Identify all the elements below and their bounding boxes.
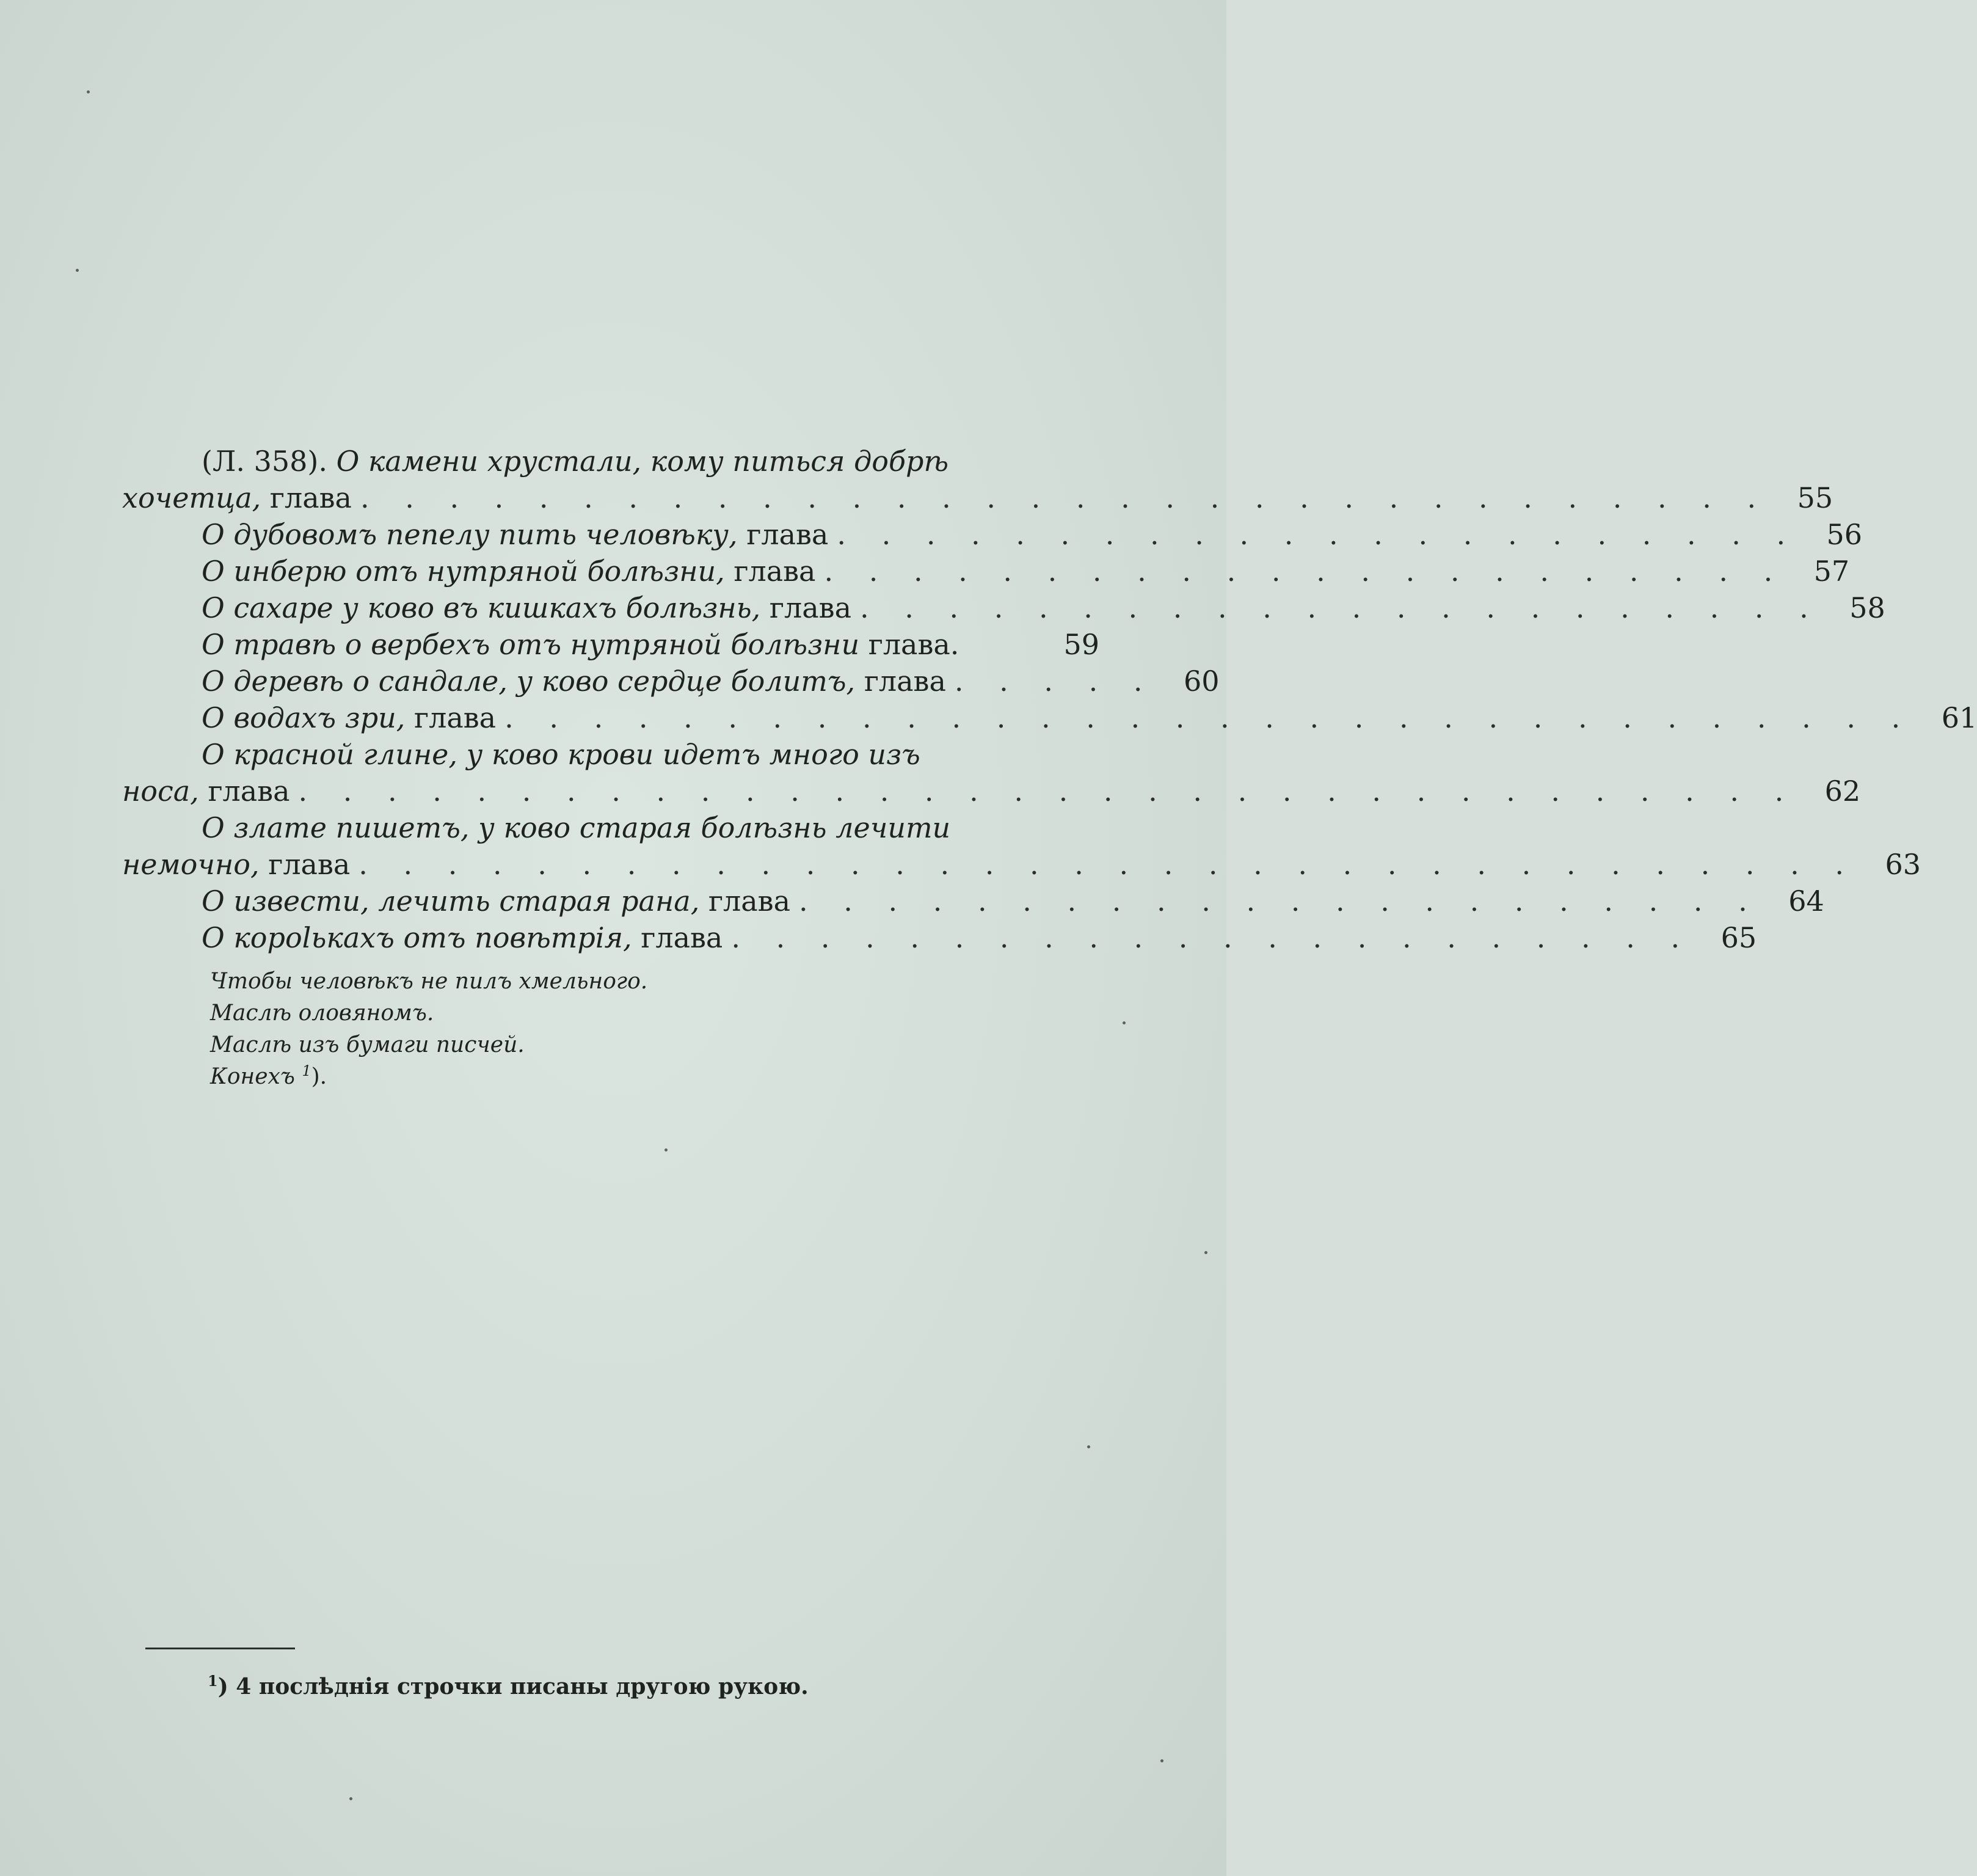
entry-title: О сахаре у ково въ кишкахъ болѣзнь,	[202, 591, 761, 624]
toc-entry-line	[122, 736, 1099, 773]
toc-entry-line	[122, 773, 1861, 809]
entry-chapter-label: глава	[641, 921, 723, 954]
toc-entry-line	[122, 626, 1099, 663]
entry-chapter-label: глава	[769, 591, 851, 624]
dot-leader: . . . . .	[954, 665, 1156, 698]
later-additions	[122, 966, 1099, 1093]
page-number: 63	[1885, 848, 1921, 881]
page-number: 57	[1813, 555, 1850, 588]
toc-entry-line	[122, 589, 1885, 626]
dot-leader: . . . . . . . . . . . . . . . . . . . . . . . . . . . . . . . .	[504, 701, 1914, 734]
paper-speck	[1160, 1759, 1163, 1762]
toc-entry-line	[122, 516, 1863, 553]
addition-text-end: ).	[311, 1064, 327, 1089]
toc-entry-line	[122, 553, 1850, 589]
paper-speck	[1123, 1021, 1126, 1024]
dot-leader: . . . . . . . . . . . . . . . . . . . . . .	[837, 518, 1799, 551]
entry-title: О инберю отъ нутряной болѣзни,	[202, 555, 725, 588]
addition-text: Конехъ	[210, 1064, 295, 1089]
paper-speck	[76, 269, 79, 272]
folio-reference: (Л. 358).	[202, 445, 327, 478]
toc-entry	[122, 809, 1921, 883]
page-number: 65	[1720, 921, 1757, 954]
footnote	[208, 1674, 809, 1699]
footnote-divider	[145, 1648, 295, 1649]
entry-title: немочно,	[122, 848, 260, 881]
paper-speck	[349, 1797, 352, 1800]
entry-chapter-label: глава	[268, 848, 351, 881]
toc-entry-line	[122, 699, 1977, 736]
addition-line: Маслѣ оловяномъ.	[210, 1001, 434, 1026]
entry-title: О корolькахъ отъ повѣтрія,	[202, 921, 632, 954]
toc-entry	[122, 589, 1885, 626]
page-number: 56	[1826, 518, 1863, 551]
footnote-marker: 1	[302, 1062, 311, 1079]
toc-entry	[122, 443, 1833, 516]
entry-title: О дубовомъ пепелу пить человѣку,	[202, 518, 738, 551]
entry-title: носа,	[122, 775, 199, 808]
paper-speck	[1087, 1445, 1090, 1448]
toc-entry	[122, 736, 1861, 809]
footnote-text: ) 4 послѣднія строчки писаны другою рукою.	[217, 1674, 809, 1699]
addition-line	[122, 1061, 1099, 1093]
toc-entry-line	[122, 919, 1757, 956]
toc-entry	[122, 516, 1863, 553]
entry-title: хочетца,	[122, 481, 261, 514]
entry-chapter-label: глава	[414, 701, 497, 734]
toc-entry	[122, 883, 1824, 919]
entry-chapter-label: глава.	[868, 628, 959, 661]
dot-leader: . . . . . . . . . . . . . . . . . . . . . . . . . . . . . . . . . .	[298, 775, 1797, 808]
toc-entry	[122, 626, 1099, 663]
entry-title: О травѣ о вербехъ отъ нутряной болѣзни	[202, 628, 860, 661]
page-number: 60	[1183, 665, 1220, 698]
entry-chapter-label: глава	[269, 481, 352, 514]
entry-title: О деревѣ о сандале, у ково сердце болитъ,	[202, 665, 856, 698]
paper-speck	[1204, 1251, 1207, 1254]
toc-entry-line	[122, 663, 1220, 699]
entry-chapter-label: глава	[708, 885, 791, 918]
addition-line: Чтобы человѣкъ не пилъ хмельного.	[210, 969, 648, 994]
entry-chapter-label: глава	[746, 518, 829, 551]
toc-entry-line	[122, 443, 1099, 480]
entry-title: О злате пишетъ, у ково старая болѣзнь лечити	[202, 811, 951, 844]
addition-line: Маслѣ изъ бумаги писчей.	[210, 1032, 525, 1057]
entry-title: О извести, лечить старая рана,	[202, 885, 700, 918]
paper-speck	[664, 1148, 668, 1152]
page-number: 58	[1849, 591, 1885, 624]
entry-chapter-label: глава	[864, 665, 946, 698]
page-number: 55	[1797, 481, 1833, 514]
entry-chapter-label: глава	[208, 775, 290, 808]
toc-entry	[122, 919, 1757, 956]
toc-entry	[122, 553, 1850, 589]
entry-title: О красной глине, у ково крови идетъ много изъ	[202, 738, 920, 771]
dot-leader: . . . . . . . . . . . . . . . . . . . . . . . . . . . . . . . . . .	[359, 848, 1857, 881]
toc-entry-line	[122, 480, 1833, 516]
toc-entry-line	[122, 809, 1099, 846]
dot-leader: . . . . . . . . . . . . . . . . . . . . . .	[824, 555, 1786, 588]
entry-title: О камени хрустали, кому питься добрѣ	[336, 445, 949, 478]
page-number: 59	[1063, 628, 1099, 661]
page-number: 62	[1824, 775, 1861, 808]
dot-leader: . . . . . . . . . . . . . . . . . . . . . .	[860, 591, 1822, 624]
toc-entry	[122, 699, 1977, 736]
entry-title: О водахъ зри,	[202, 701, 406, 734]
table-of-contents	[122, 443, 1977, 1093]
paper-speck	[87, 90, 90, 93]
toc-entry-line	[122, 883, 1824, 919]
dot-leader: . . . . . . . . . . . . . . . . . . . . . .	[799, 885, 1761, 918]
page-number: 61	[1941, 701, 1977, 734]
page-number: 64	[1788, 885, 1824, 918]
footnote-marker: 1	[208, 1672, 218, 1690]
dot-leader: . . . . . . . . . . . . . . . . . . . . . . . . . . . . . . . .	[360, 481, 1770, 514]
entry-chapter-label: глава	[734, 555, 816, 588]
dot-leader: . . . . . . . . . . . . . . . . . . . . . .	[731, 921, 1694, 954]
toc-entry-line	[122, 846, 1921, 883]
toc-entry	[122, 663, 1220, 699]
